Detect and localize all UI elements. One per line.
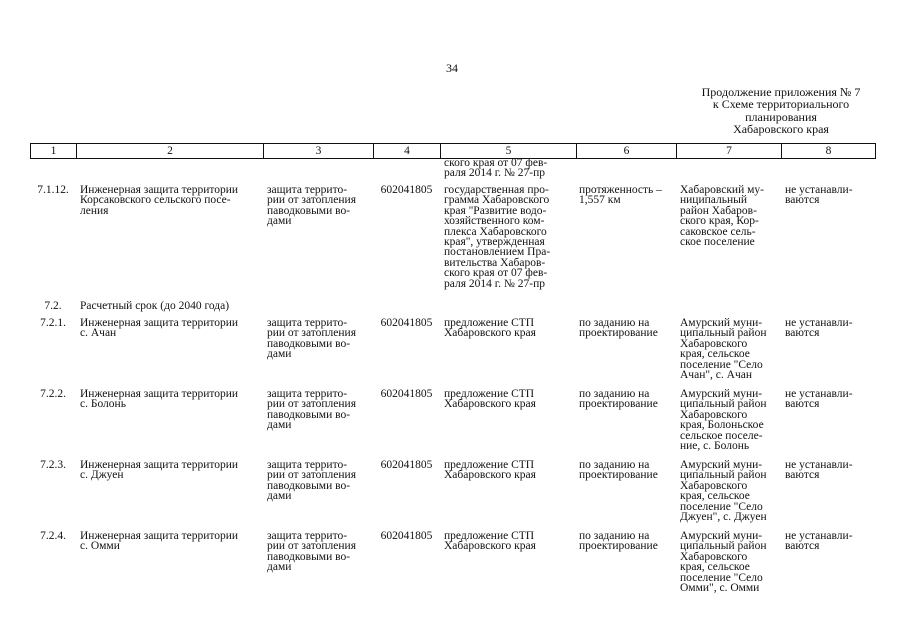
cell-zones: не устанавли- ваются bbox=[785, 530, 853, 553]
cell-location: Амурский муни- ципальный район Хабаровского края, сельское поселение "Село Ачан", с. Ачан bbox=[680, 317, 767, 382]
cell-name: Инженерная защита территории с. Джуен bbox=[80, 459, 239, 482]
appendix-header-line: планирования bbox=[745, 109, 817, 124]
cell-zones: не устанавли- ваются bbox=[785, 317, 853, 340]
cell-name: Инженерная защита территории с. Ачан bbox=[80, 317, 239, 340]
page-number: 34 bbox=[446, 61, 458, 75]
cell-number: 7.2.1. bbox=[40, 317, 66, 329]
cell-purpose: защита террито- рии от затопления паводковыми во- дами bbox=[267, 459, 357, 503]
cell-name: Инженерная защита территории Корсаковского сельского посе- ления bbox=[80, 184, 239, 217]
cell-location: Хабаровский му- ниципальный район Хабаров- ского края, Кор- саковское сель- ское поселение bbox=[680, 184, 764, 249]
cell-number: 7.2.3. bbox=[40, 459, 66, 471]
cell-location: Амурский муни- ципальный район Хабаровского края, сельское поселение "Село Омми", с. Омми bbox=[680, 530, 767, 595]
column-header: 5 bbox=[441, 144, 577, 158]
cell-characteristics: по заданию на проектирование bbox=[579, 530, 658, 553]
section-title: Расчетный срок (до 2040 года) bbox=[80, 300, 230, 312]
column-header: 4 bbox=[374, 144, 441, 158]
column-header: 7 bbox=[677, 144, 782, 158]
cell-basis: ского края от 07 фев- раля 2014 г. № 27-пр bbox=[444, 157, 548, 180]
cell-location: Амурский муни- ципальный район Хабаровского края, Болоньское сельское поселе- ние, с. Болонь bbox=[680, 388, 767, 453]
cell-code: 602041805 bbox=[380, 459, 433, 471]
cell-zones: не устанавли- ваются bbox=[785, 184, 853, 207]
cell-location: Амурский муни- ципальный район Хабаровского края, сельское поселение "Село Джуен", с. Джуен bbox=[680, 459, 767, 524]
column-header: 6 bbox=[577, 144, 677, 158]
appendix-header-line: Продолжение приложения № 7 bbox=[701, 85, 861, 99]
cell-zones: не устанавли- ваются bbox=[785, 459, 853, 482]
column-header: 1 bbox=[31, 144, 77, 158]
cell-code: 602041805 bbox=[380, 184, 433, 196]
cell-zones: не устанавли- ваются bbox=[785, 388, 853, 411]
cell-characteristics: по заданию на проектирование bbox=[579, 317, 658, 340]
cell-basis: государственная про- грамма Хабаровского края "Развитие водо- хозяйственного ком- плекса Хабаровского края", утвержденная постановлением Пра- вительства Хабаров- ского края от 07 фев- раля 2014 г. № 27-пр bbox=[444, 184, 551, 290]
cell-basis: предложение СТП Хабаровского края bbox=[444, 388, 536, 411]
cell-name: Инженерная защита территории с. Омми bbox=[80, 530, 239, 553]
cell-purpose: защита террито- рии от затопления паводковыми во- дами bbox=[267, 388, 357, 432]
cell-characteristics: по заданию на проектирование bbox=[579, 459, 658, 482]
cell-basis: предложение СТП Хабаровского края bbox=[444, 459, 536, 482]
cell-code: 602041805 bbox=[380, 388, 433, 400]
cell-number: 7.2.4. bbox=[40, 530, 66, 542]
column-header: 2 bbox=[77, 144, 264, 158]
cell-code: 602041805 bbox=[380, 530, 433, 542]
column-header: 3 bbox=[264, 144, 374, 158]
cell-purpose: защита террито- рии от затопления паводковыми во- дами bbox=[267, 530, 357, 574]
cell-characteristics: по заданию на проектирование bbox=[579, 388, 658, 411]
cell-basis: предложение СТП Хабаровского края bbox=[444, 317, 536, 340]
cell-basis: предложение СТП Хабаровского края bbox=[444, 530, 536, 553]
cell-characteristics: протяженность – 1,557 км bbox=[579, 184, 662, 207]
cell-purpose: защита террито- рии от затопления паводковыми во- дами bbox=[267, 317, 357, 361]
cell-number: 7.2.2. bbox=[40, 388, 66, 400]
appendix-header-line: к Схеме территориального bbox=[712, 97, 850, 112]
appendix-header bbox=[680, 86, 882, 136]
cell-number: 7.2. bbox=[44, 300, 62, 312]
cell-number: 7.1.12. bbox=[37, 184, 69, 196]
cell-name: Инженерная защита территории с. Болонь bbox=[80, 388, 239, 411]
cell-code: 602041805 bbox=[380, 317, 433, 329]
cell-purpose: защита террито- рии от затопления паводковыми во- дами bbox=[267, 184, 357, 228]
appendix-header-line: Хабаровского края bbox=[733, 122, 829, 137]
column-header: 8 bbox=[825, 145, 832, 157]
